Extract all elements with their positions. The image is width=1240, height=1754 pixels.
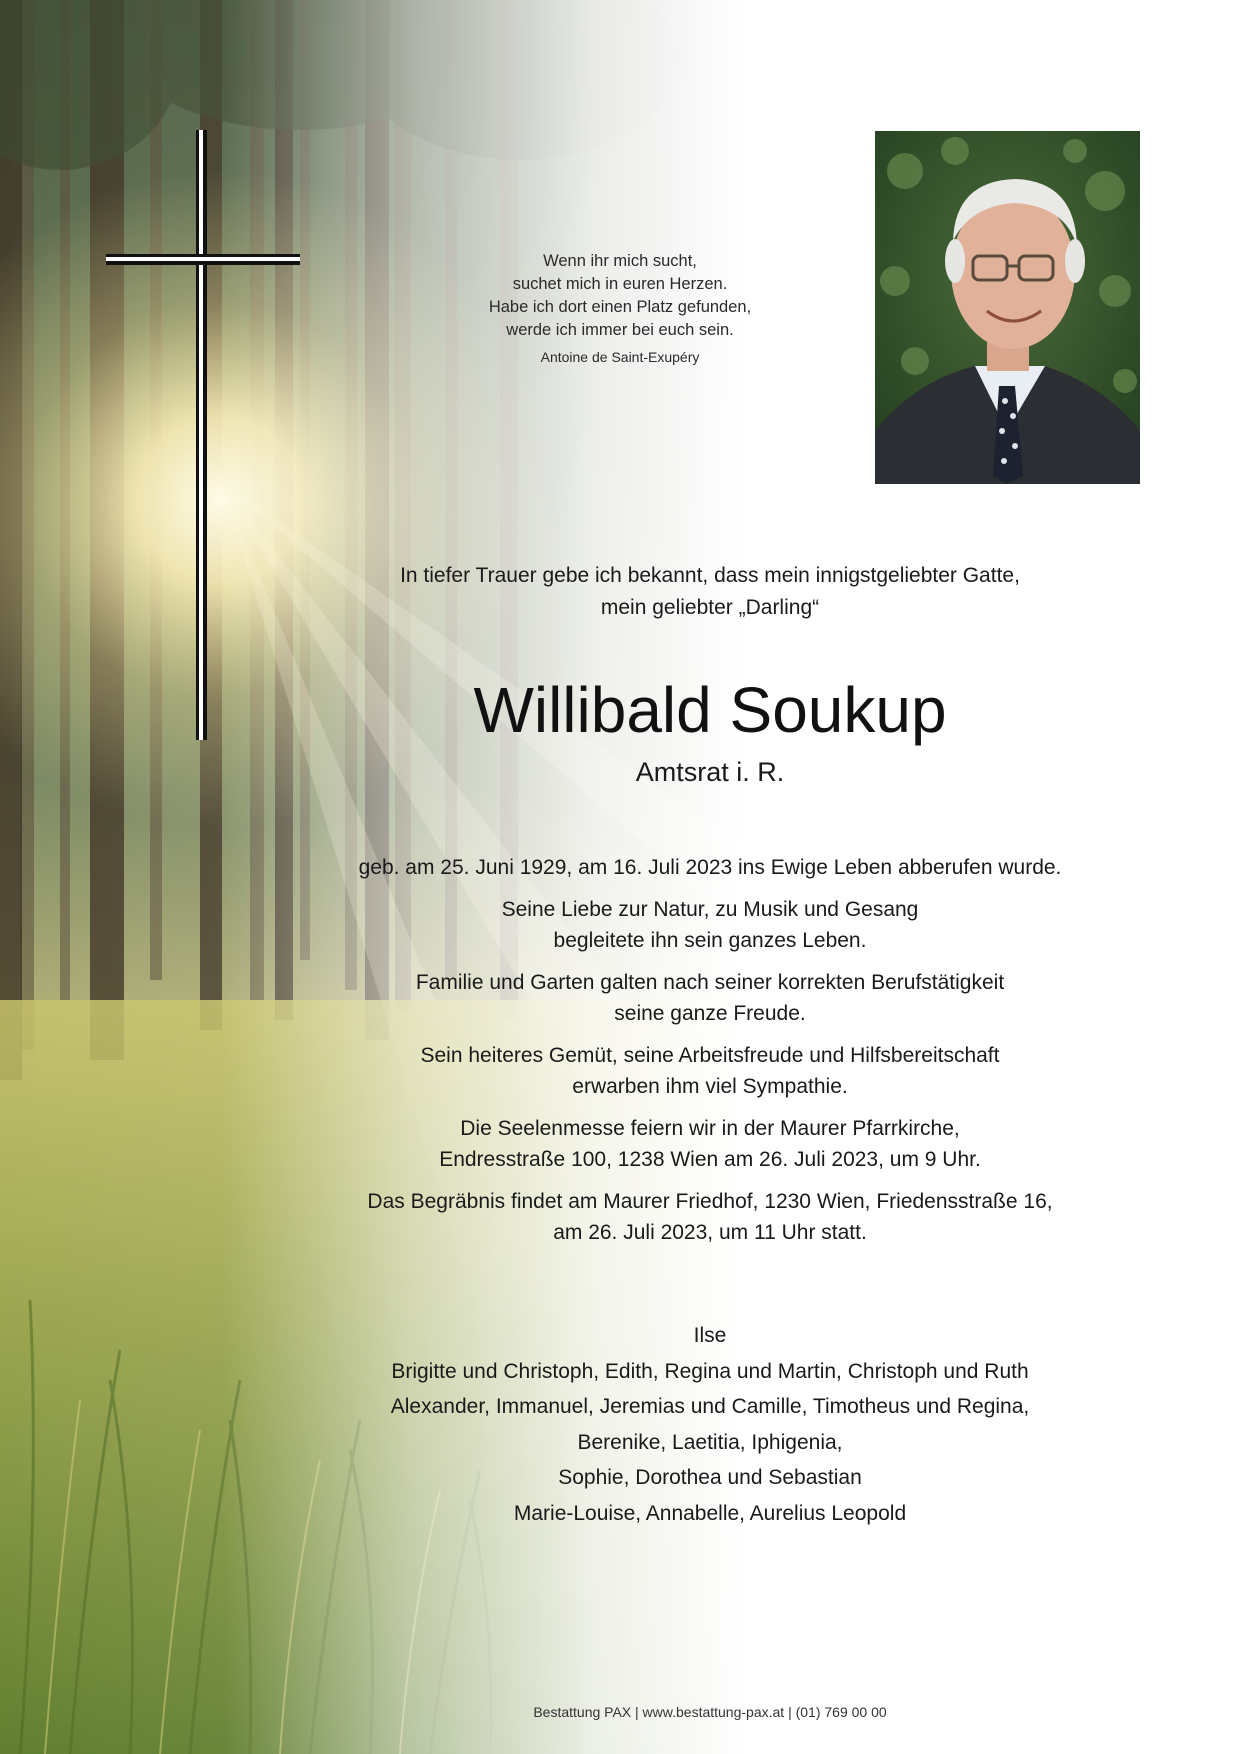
- body-line: begleitete ihn sein ganzes Leben.: [553, 929, 867, 952]
- quote-line: werde ich immer bei euch sein.: [506, 321, 734, 339]
- intro-line: mein geliebter „Darling“: [600, 596, 820, 619]
- mourner-line: Brigitte und Christoph, Edith, Regina und Martin, Christoph und Ruth: [391, 1359, 1029, 1383]
- quote-author: Antoine de Saint-Exupéry: [540, 349, 700, 365]
- portrait-photo: [875, 131, 1140, 484]
- quote-line: Habe ich dort einen Platz gefunden,: [488, 298, 752, 316]
- body-line: Familie und Garten galten nach seiner korrekten Berufstätigkeit: [415, 971, 1005, 994]
- body-line: seine ganze Freude.: [614, 1002, 806, 1025]
- quote-line: suchet mich in euren Herzen.: [512, 275, 728, 293]
- funeral-home-footer: Bestattung PAX | www.bestattung-pax.at | (01) 769 00 00: [533, 1704, 887, 1720]
- mourners-list: [300, 1318, 1120, 1531]
- mourner-line: Ilse: [693, 1324, 727, 1347]
- quote-block: [440, 250, 800, 367]
- mourner-line: Alexander, Immanuel, Jeremias und Camille, Timotheus und Regina,: [390, 1395, 1030, 1418]
- intro-line: In tiefer Trauer gebe ich bekannt, dass mein innigstgeliebter Gatte,: [400, 564, 1020, 587]
- body-line: Die Seelenmesse feiern wir in der Maurer Pfarrkirche,: [460, 1117, 960, 1140]
- mourner-line: Berenike, Laetitia, Iphigenia,: [577, 1430, 843, 1454]
- mourner-line: Sophie, Dorothea und Sebastian: [558, 1466, 862, 1489]
- quote-line: Wenn ihr mich sucht,: [543, 252, 697, 270]
- cross-icon: [106, 130, 300, 740]
- body-line: erwarben ihm viel Sympathie.: [572, 1075, 848, 1098]
- body-paragraph-burial: [300, 1186, 1120, 1248]
- body-line: Seine Liebe zur Natur, zu Musik und Gesang: [501, 898, 919, 921]
- body-paragraph-birth: [300, 852, 1120, 883]
- obituary-body: [300, 852, 1120, 1259]
- body-line: Sein heiteres Gemüt, seine Arbeitsfreude und Hilfsbereitschaft: [420, 1044, 1000, 1067]
- body-line: Das Begräbnis findet am Maurer Friedhof, 1230 Wien, Friedensstraße 16,: [367, 1190, 1053, 1213]
- body-line: geb. am 25. Juni 1929, am 16. Juli 2023 ins Ewige Leben abberufen wurde.: [358, 856, 1062, 879]
- deceased-name: Willibald Soukup: [473, 674, 947, 746]
- body-paragraph-family: [300, 967, 1120, 1029]
- body-paragraph-nature: [300, 894, 1120, 956]
- mourner-line: Marie-Louise, Annabelle, Aurelius Leopold: [513, 1501, 907, 1525]
- body-line: Endresstraße 100, 1238 Wien am 26. Juli 2023, um 9 Uhr.: [439, 1148, 981, 1171]
- body-paragraph-mass: [300, 1113, 1120, 1175]
- deceased-title: Amtsrat i. R.: [635, 757, 785, 787]
- intro-text: [320, 560, 1100, 624]
- body-line: am 26. Juli 2023, um 11 Uhr statt.: [553, 1221, 867, 1244]
- body-paragraph-character: [300, 1040, 1120, 1102]
